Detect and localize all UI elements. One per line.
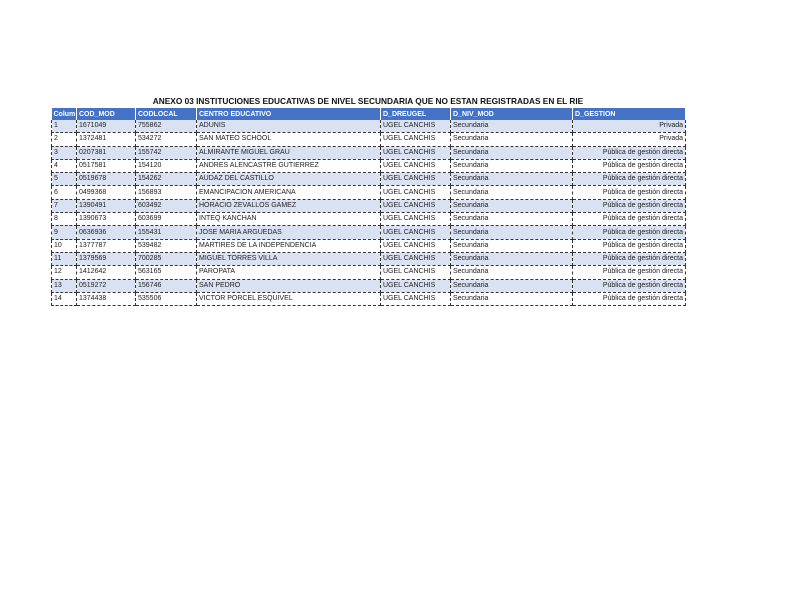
cell-d-gestion: Pública de gestión directa (573, 186, 686, 199)
cell-codlocal: 535506 (136, 292, 197, 305)
table-body (52, 120, 686, 306)
table-row (52, 226, 686, 239)
cell-codlocal: 603492 (136, 199, 197, 212)
cell-number: 3 (52, 146, 77, 159)
cell-d-dreugel: UGEL CANCHIS (381, 146, 451, 159)
cell-codlocal: 603699 (136, 213, 197, 226)
cell-d-niv-mod: Secundaria (451, 292, 573, 305)
cell-number: 9 (52, 226, 77, 239)
cell-centro-educativo: SAN PEDRO (197, 279, 381, 292)
cell-cod-mod: 0636936 (77, 226, 136, 239)
cell-centro-educativo: PAROPATA (197, 266, 381, 279)
cell-centro-educativo: EMANCIPACION AMERICANA (197, 186, 381, 199)
cell-number: 10 (52, 239, 77, 252)
cell-d-niv-mod: Secundaria (451, 266, 573, 279)
cell-d-gestion: Pública de gestión directa (573, 239, 686, 252)
cell-centro-educativo: MIGUEL TORRES VILLA (197, 252, 381, 265)
cell-number: 14 (52, 292, 77, 305)
cell-codlocal: 156893 (136, 186, 197, 199)
cell-d-niv-mod: Secundaria (451, 279, 573, 292)
cell-number: 12 (52, 266, 77, 279)
cell-d-gestion: Privada (573, 133, 686, 146)
cell-centro-educativo: MARTIRES DE LA INDEPENDENCIA (197, 239, 381, 252)
cell-d-niv-mod: Secundaria (451, 186, 573, 199)
cell-d-gestion: Pública de gestión directa (573, 266, 686, 279)
cell-d-niv-mod: Secundaria (451, 199, 573, 212)
cell-d-dreugel: UGEL CANCHIS (381, 173, 451, 186)
table-row (52, 213, 686, 226)
cell-centro-educativo: JOSE MARIA ARGUEDAS (197, 226, 381, 239)
cell-cod-mod: 0519678 (77, 173, 136, 186)
cell-cod-mod: 0519272 (77, 279, 136, 292)
cell-number: 7 (52, 199, 77, 212)
table-row (52, 279, 686, 292)
cell-number: 8 (52, 213, 77, 226)
cell-d-gestion: Pública de gestión directa (573, 252, 686, 265)
header-codlocal: CODLOCAL (136, 108, 197, 120)
cell-centro-educativo: ADUNIS (197, 120, 381, 133)
cell-d-niv-mod: Secundaria (451, 146, 573, 159)
cell-codlocal: 156746 (136, 279, 197, 292)
header-d-niv-mod: D_NIV_MOD (451, 108, 573, 120)
cell-number: 1 (52, 120, 77, 133)
cell-number: 13 (52, 279, 77, 292)
table-row (52, 239, 686, 252)
cell-cod-mod: 1390673 (77, 213, 136, 226)
cell-d-niv-mod: Secundaria (451, 213, 573, 226)
cell-d-niv-mod: Secundaria (451, 239, 573, 252)
cell-cod-mod: 1374438 (77, 292, 136, 305)
document-title: ANEXO 03 INSTITUCIONES EDUCATIVAS DE NIVEL SECUNDARIA QUE NO ESTAN REGISTRADAS EN EL RIE (152, 96, 584, 106)
cell-d-gestion: Pública de gestión directa (573, 213, 686, 226)
cell-d-dreugel: UGEL CANCHIS (381, 239, 451, 252)
cell-codlocal: 155431 (136, 226, 197, 239)
cell-cod-mod: 1379569 (77, 252, 136, 265)
cell-d-gestion: Pública de gestión directa (573, 173, 686, 186)
table-row (52, 146, 686, 159)
cell-codlocal: 755862 (136, 120, 197, 133)
table-row (52, 120, 686, 133)
header-cod-mod: COD_MOD (77, 108, 136, 120)
cell-codlocal: 155742 (136, 146, 197, 159)
cell-d-niv-mod: Secundaria (451, 173, 573, 186)
cell-d-dreugel: UGEL CANCHIS (381, 186, 451, 199)
cell-d-dreugel: UGEL CANCHIS (381, 133, 451, 146)
cell-number: 11 (52, 252, 77, 265)
cell-centro-educativo: ALMIRANTE MIGUEL GRAU (197, 146, 381, 159)
institutions-table (51, 108, 686, 306)
cell-d-dreugel: UGEL CANCHIS (381, 252, 451, 265)
table-row (52, 292, 686, 305)
cell-codlocal: 700285 (136, 252, 197, 265)
cell-number: 6 (52, 186, 77, 199)
cell-d-gestion: Pública de gestión directa (573, 199, 686, 212)
header-colum: Colum (52, 108, 77, 120)
cell-d-dreugel: UGEL CANCHIS (381, 292, 451, 305)
cell-d-gestion: Pública de gestión directa (573, 159, 686, 172)
cell-codlocal: 539482 (136, 239, 197, 252)
cell-d-gestion: Pública de gestión directa (573, 279, 686, 292)
cell-d-niv-mod: Secundaria (451, 252, 573, 265)
cell-codlocal: 154262 (136, 173, 197, 186)
cell-cod-mod: 0499368 (77, 186, 136, 199)
cell-d-dreugel: UGEL CANCHIS (381, 266, 451, 279)
cell-cod-mod: 1372481 (77, 133, 136, 146)
cell-number: 4 (52, 159, 77, 172)
header-d-dreugel: D_DREUGEL (381, 108, 451, 120)
cell-d-gestion: Pública de gestión directa (573, 226, 686, 239)
cell-d-dreugel: UGEL CANCHIS (381, 199, 451, 212)
cell-centro-educativo: SAN MATEO SCHOOL (197, 133, 381, 146)
table-row (52, 133, 686, 146)
cell-d-niv-mod: Secundaria (451, 120, 573, 133)
cell-cod-mod: 1671049 (77, 120, 136, 133)
table-row (52, 266, 686, 279)
cell-centro-educativo: HORACIO ZEVALLOS GAMEZ (197, 199, 381, 212)
cell-cod-mod: 1377787 (77, 239, 136, 252)
cell-d-dreugel: UGEL CANCHIS (381, 213, 451, 226)
cell-codlocal: 154120 (136, 159, 197, 172)
cell-number: 5 (52, 173, 77, 186)
cell-centro-educativo: VICTOR PORCEL ESQUIVEL (197, 292, 381, 305)
cell-d-niv-mod: Secundaria (451, 133, 573, 146)
cell-centro-educativo: AUDAZ DEL CASTILLO (197, 173, 381, 186)
cell-cod-mod: 0207381 (77, 146, 136, 159)
table-row (52, 199, 686, 212)
cell-d-gestion: Pública de gestión directa (573, 146, 686, 159)
cell-d-niv-mod: Secundaria (451, 226, 573, 239)
cell-centro-educativo: ANDRES ALENCASTRE GUTIERREZ (197, 159, 381, 172)
cell-cod-mod: 1390491 (77, 199, 136, 212)
cell-d-niv-mod: Secundaria (451, 159, 573, 172)
cell-d-dreugel: UGEL CANCHIS (381, 159, 451, 172)
table-row (52, 159, 686, 172)
table-header-row (52, 108, 686, 120)
header-d-gestion: D_GESTION (573, 108, 686, 120)
table-row (52, 252, 686, 265)
cell-d-dreugel: UGEL CANCHIS (381, 226, 451, 239)
cell-d-dreugel: UGEL CANCHIS (381, 279, 451, 292)
cell-cod-mod: 1412642 (77, 266, 136, 279)
cell-d-gestion: Pública de gestión directa (573, 292, 686, 305)
cell-centro-educativo: INTEQ KANCHAN (197, 213, 381, 226)
table-row (52, 173, 686, 186)
cell-d-dreugel: UGEL CANCHIS (381, 120, 451, 133)
header-centro-educativo: CENTRO EDUCATIVO (197, 108, 381, 120)
cell-d-gestion: Privada (573, 120, 686, 133)
cell-codlocal: 534272 (136, 133, 197, 146)
table-row (52, 186, 686, 199)
cell-cod-mod: 0517581 (77, 159, 136, 172)
cell-number: 2 (52, 133, 77, 146)
cell-codlocal: 563165 (136, 266, 197, 279)
